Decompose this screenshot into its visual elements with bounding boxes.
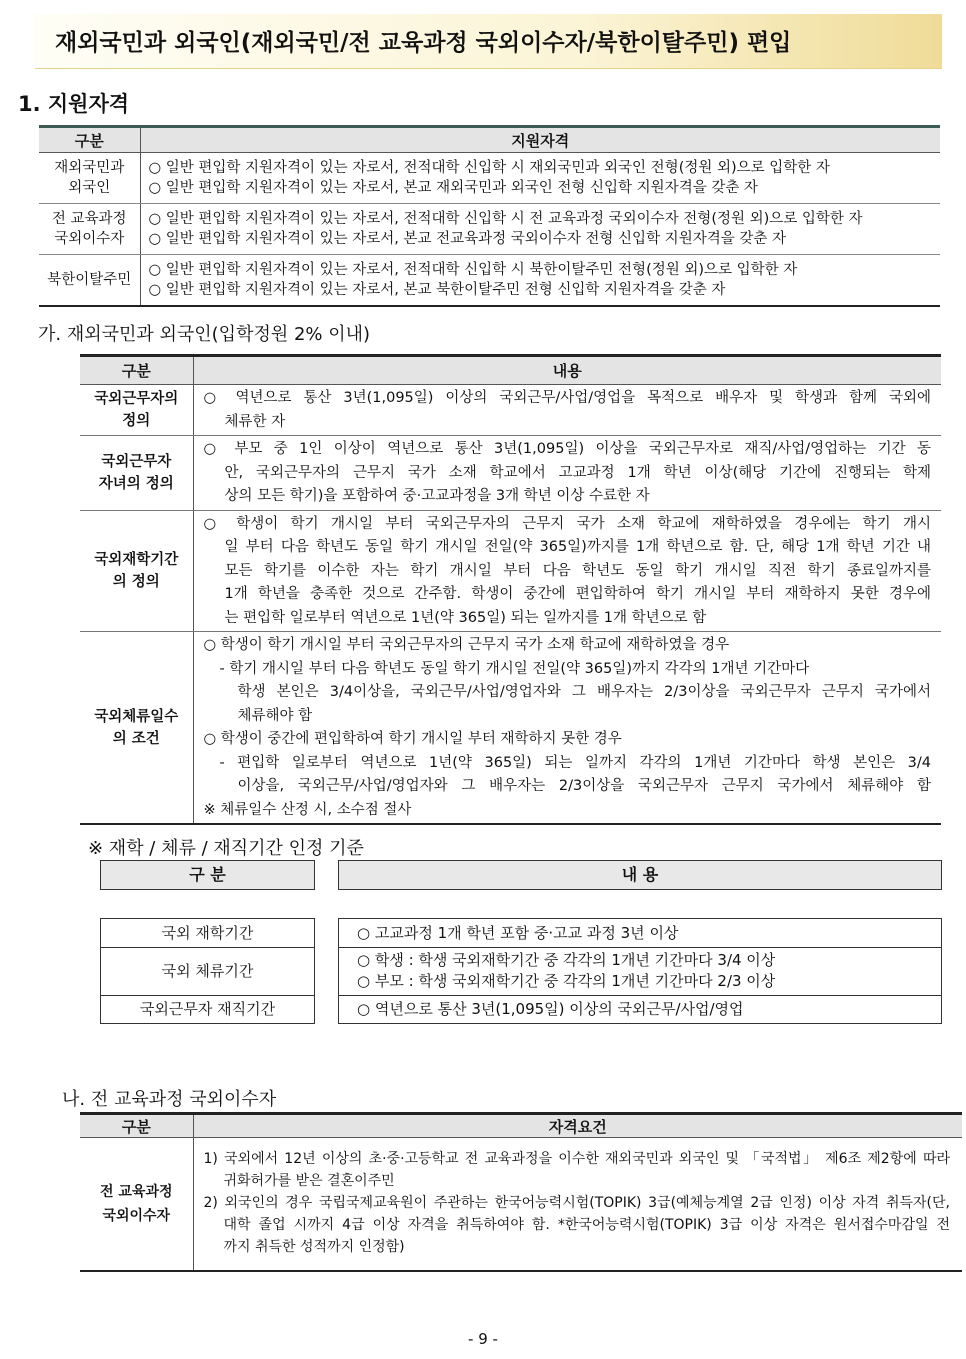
table-row bbox=[80, 632, 941, 825]
column-header: 지원자격 bbox=[140, 127, 940, 153]
row-category: 전 교육과정 국외이수자 bbox=[39, 204, 140, 255]
table-row bbox=[80, 436, 941, 511]
row-category: 국외재학기간 의 정의 bbox=[80, 510, 193, 632]
note-row-content: ○ 고교과정 1개 학년 포함 중·고교 과정 3년 이상 bbox=[357, 924, 679, 942]
row-content: ○ 학생이 학기 개시일 부터 국외근무자의 근무지 국가 소재 학교에 재학하였을 경우에는 학기 개시 일 부터 다음 학년도 동일 학기 개시일 전일(약 365일)까지를 1개 학년으로 함. 단, 해당 1개 학년 기간 내 모든 학기를 이수한 자는 학기 개시일 부터 다음 학년도 동일 학기 개시일 직전 학기 종료일까지를 1개 학년을 충족한 것으로 간주함. 학생이 중간에 편입학하여 학기 개시일 부터 재학하지 못한 경우에 는 편입학 일로부터 역년으로 1년(약 365일) 되는 일까지를 1개 학년으로 함 bbox=[193, 510, 941, 632]
note-row-label: 국외 체류기간 bbox=[161, 962, 254, 980]
note-category-box bbox=[100, 918, 315, 1024]
column-header: 구분 bbox=[80, 356, 193, 385]
row-content: 1) 국외에서 12년 이상의 초·중·고등학교 전 교육과정을 이수한 재외국민과 외국인 및 「국적법」 제6조 제2항에 따라 귀화허가를 받은 결혼이주민 2) 외국인의 경우 국립국제교육원이 주관하는 한국어능력시험(TOPIK) 3급(예체능계열 2급 인정) 이상 자격 취득자(단, 대학 졸업 시까지 4급 이상 자격을 취득하여야 함. *한국어능력시험(TOPIK) 3급 이상 자격은 원서접수마감일 전 까지 취득한 성적까지 인정함) bbox=[193, 1138, 962, 1272]
row-category: 북한이탈주민 bbox=[39, 255, 140, 307]
definitions-table bbox=[80, 354, 941, 825]
table-header-row bbox=[80, 1114, 962, 1138]
table-row bbox=[80, 385, 941, 436]
page-number: - 9 - bbox=[468, 1330, 498, 1348]
row-content: ○ 역년으로 통산 3년(1,095일) 이상의 국외근무/사업/영업을 목적으로 배우자 및 학생과 함께 국외에 체류한 자 bbox=[193, 385, 941, 436]
table-row bbox=[39, 153, 940, 204]
column-header: 자격요건 bbox=[193, 1114, 962, 1138]
requirements-table bbox=[80, 1112, 962, 1272]
note-title: ※ 재학 / 체류 / 재직기간 인정 기준 bbox=[88, 838, 364, 859]
note-header-category: 구 분 bbox=[100, 860, 315, 890]
row-category: 국외근무자 자녀의 정의 bbox=[80, 436, 193, 511]
section-heading-eligibility: 1. 지원자격 bbox=[18, 92, 130, 116]
note-row-content: ○ 학생 : 학생 국외재학기간 중 각각의 1개년 기간마다 3/4 이상 ○ 부모 : 학생 국외재학기간 중 각각의 1개년 기간마다 2/3 이상 bbox=[357, 951, 776, 990]
note-header-content: 내 용 bbox=[338, 860, 942, 890]
row-content: ○ 일반 편입학 지원자격이 있는 자로서, 전적대학 신입학 시 재외국민과 외국인 전형(정원 외)으로 입학한 자 ○ 일반 편입학 지원자격이 있는 자로서, 본교 재외국민과 외국인 전형 신입학 지원자격을 갖춘 자 bbox=[140, 153, 940, 204]
row-content: ○ 학생이 학기 개시일 부터 국외근무자의 근무지 국가 소재 학교에 재학하였을 경우 - 학기 개시일 부터 다음 학년도 동일 학기 개시일 전일(약 365일)까지 각각의 1개년 기간마다 학생 본인은 3/4이상을, 국외근무/사업/영업자와 그 배우자는 2/3이상을 국외근무자 근무지 국가에서 체류해야 함 ○ 학생이 중간에 편입학하여 학기 개시일 부터 재학하지 못한 경우 - 편입학 일로부터 역년으로 1년(약 365일) 되는 일까지 각각의 1개년 기간마다 학생 본인은 3/4 이상을, 국외근무/사업/영업자와 그 배우자는 2/3이상을 국외근무자 근무지 국가에서 체류해야 함 ※ 체류일수 산정 시, 소수점 절사 bbox=[193, 632, 941, 825]
title-banner bbox=[35, 14, 942, 69]
eligibility-table bbox=[39, 125, 940, 307]
column-header: 구분 bbox=[39, 127, 140, 153]
section-heading-full-curriculum: 나. 전 교육과정 국외이수자 bbox=[62, 1089, 277, 1110]
table-header-row bbox=[39, 127, 940, 153]
table-row bbox=[39, 204, 940, 255]
row-category: 국외체류일수 의 조건 bbox=[80, 632, 193, 825]
table-row bbox=[80, 1138, 962, 1272]
row-category: 국외근무자의 정의 bbox=[80, 385, 193, 436]
note-content-box bbox=[338, 918, 942, 1024]
section-heading-overseas-koreans: 가. 재외국민과 외국인(입학정원 2% 이내) bbox=[38, 324, 371, 345]
row-content: ○ 일반 편입학 지원자격이 있는 자로서, 전적대학 신입학 시 전 교육과정 국외이수자 전형(정원 외)으로 입학한 자 ○ 일반 편입학 지원자격이 있는 자로서, 본교 전교육과정 국외이수자 전형 신입학 지원자격을 갖춘 자 bbox=[140, 204, 940, 255]
column-header: 내용 bbox=[193, 356, 941, 385]
note-row-label: 국외근무자 재직기간 bbox=[139, 1000, 276, 1018]
divider bbox=[339, 947, 941, 948]
table-header-row bbox=[80, 356, 941, 385]
note-row-label: 국외 재학기간 bbox=[161, 924, 254, 942]
column-header: 구분 bbox=[80, 1114, 193, 1138]
page-title: 재외국민과 외국인(재외국민/전 교육과정 국외이수자/북한이탈주민) 편입 bbox=[55, 30, 792, 56]
row-category: 재외국민과 외국인 bbox=[39, 153, 140, 204]
note-row-content: ○ 역년으로 통산 3년(1,095일) 이상의 국외근무/사업/영업 bbox=[357, 1000, 744, 1018]
table-row bbox=[39, 255, 940, 307]
row-category: 전 교육과정 국외이수자 bbox=[80, 1138, 193, 1272]
row-content: ○ 부모 중 1인 이상이 역년으로 통산 3년(1,095일) 이상을 국외근무자로 재직/사업/영업하는 기간 동 안, 국외근무자의 근무지 국가 소재 학교에서 고교과정 1개 학년 이상(해당 기간에 진행되는 학제 상의 모든 학기)을 포함하여 중·고교과정을 3개 학년 이상 수료한 자 bbox=[193, 436, 941, 511]
row-content: ○ 일반 편입학 지원자격이 있는 자로서, 전적대학 신입학 시 북한이탈주민 전형(정원 외)으로 입학한 자 ○ 일반 편입학 지원자격이 있는 자로서, 본교 북한이탈주민 전형 신입학 지원자격을 갖춘 자 bbox=[140, 255, 940, 307]
table-row bbox=[80, 510, 941, 632]
